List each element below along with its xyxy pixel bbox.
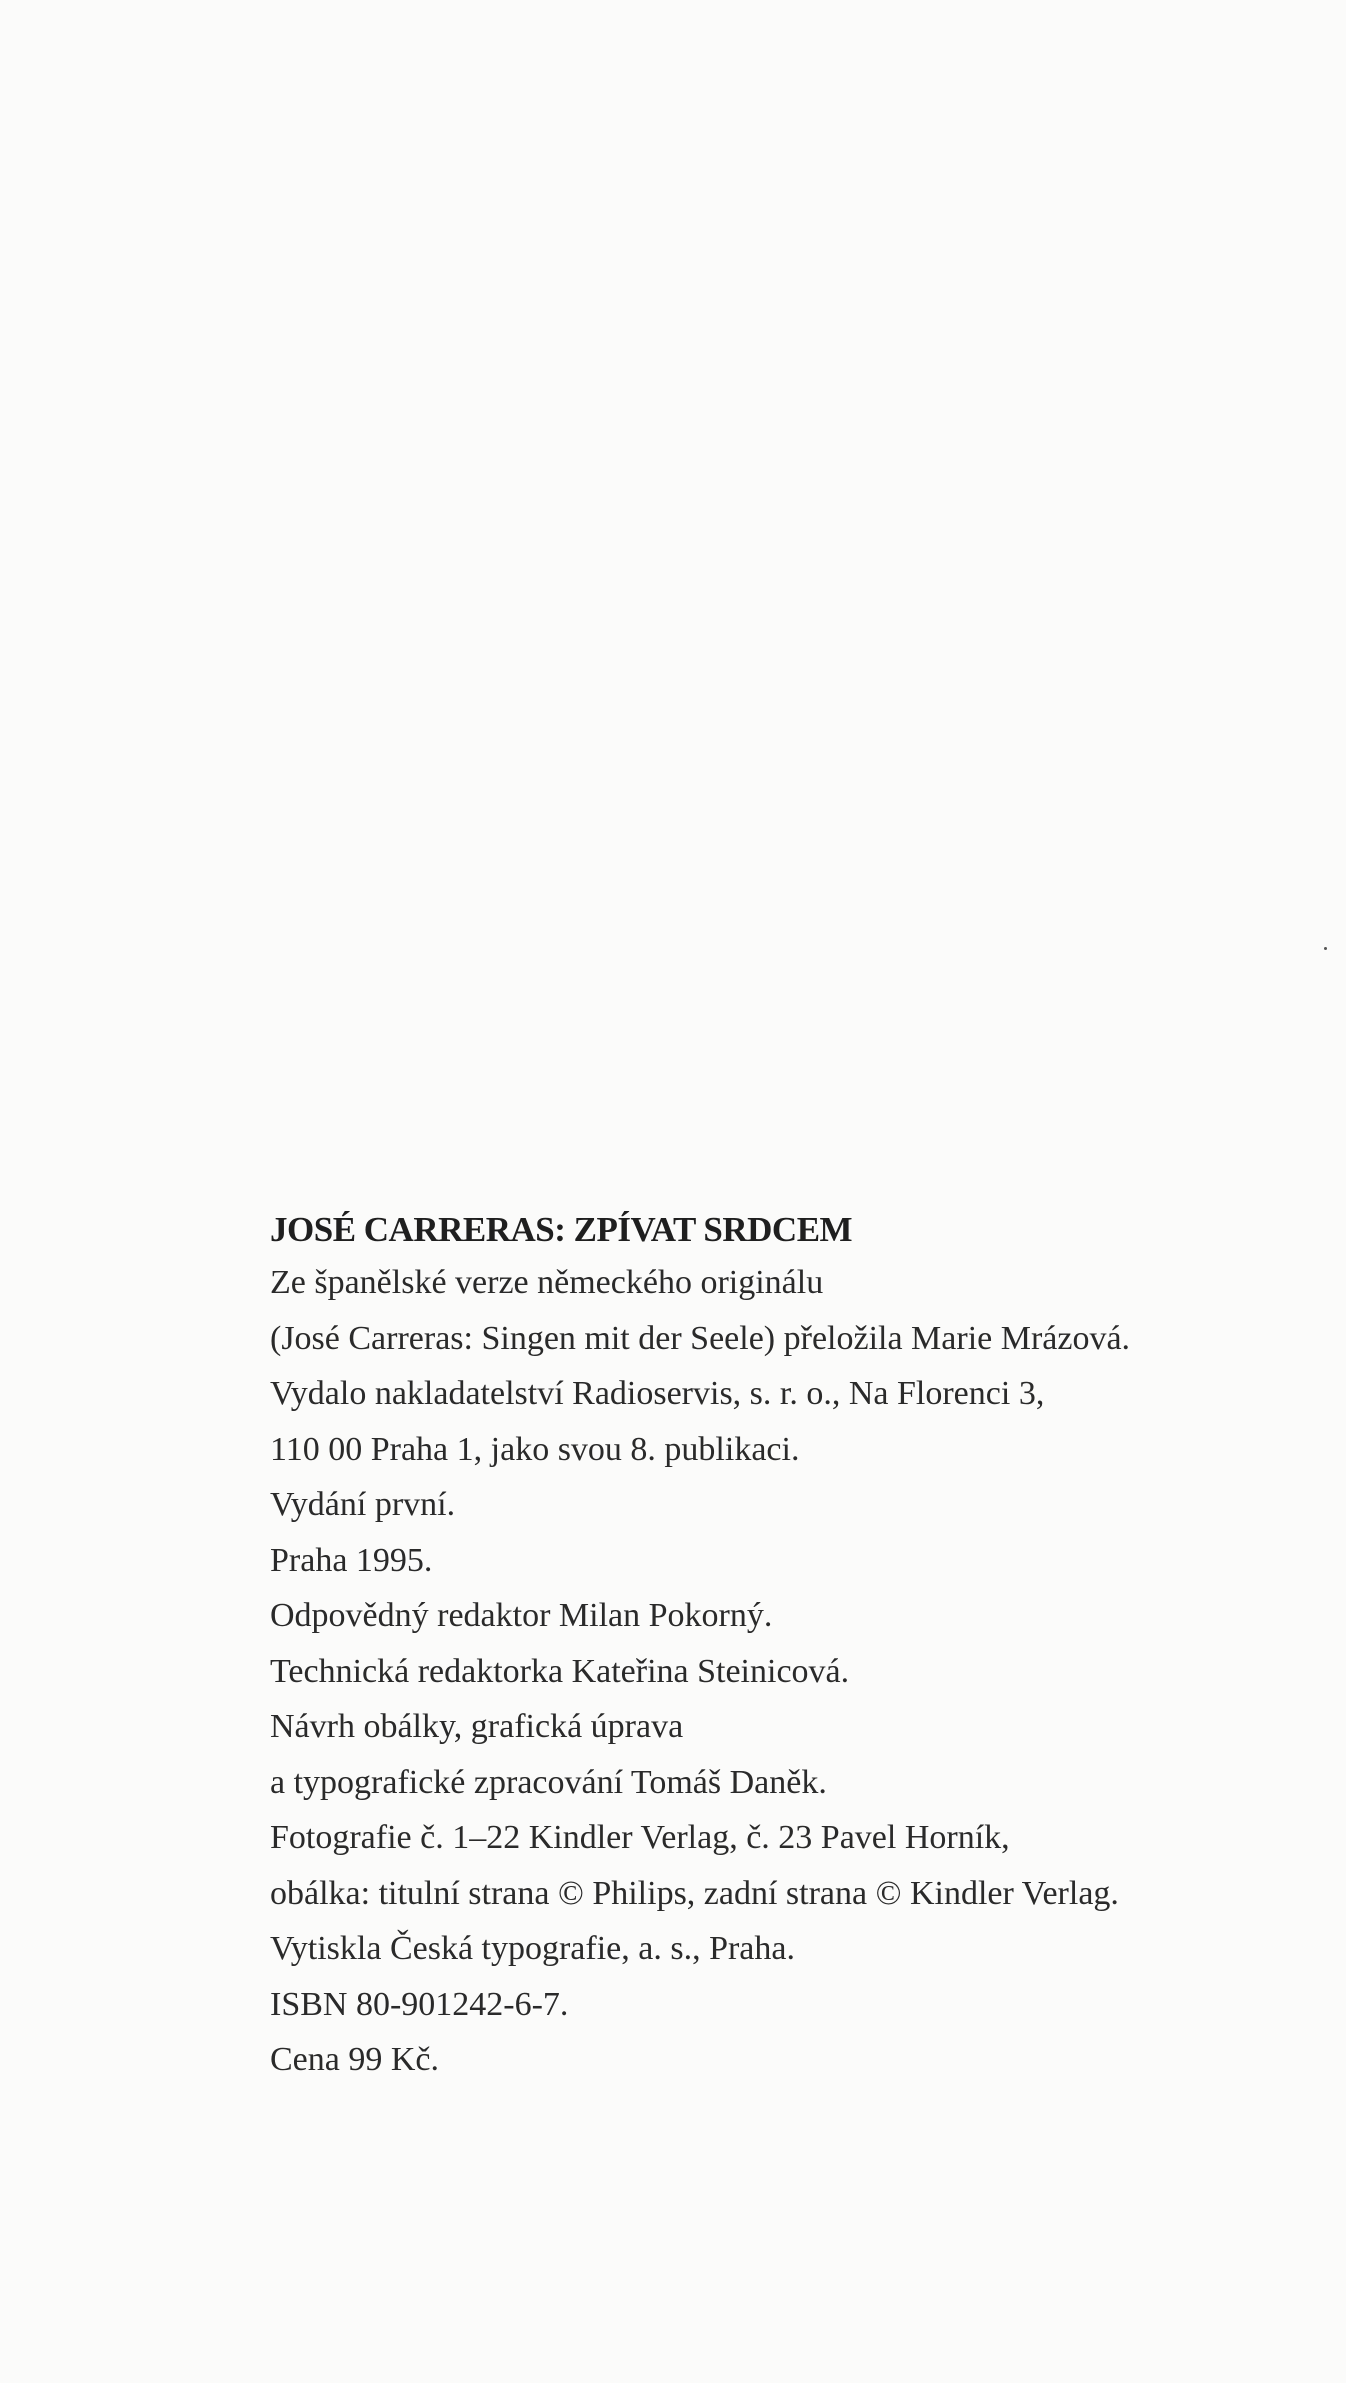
colophon-line-isbn: ISBN 80-901242-6-7.	[270, 1985, 569, 2023]
colophon-line-photos: Fotografie č. 1–22 Kindler Verlag, č. 23 Pavel Horník,	[270, 1819, 1010, 1856]
book-title: JOSÉ CARRERAS: ZPÍVAT SRDCEM	[270, 1210, 853, 1249]
colophon-line-original-title: (José Carreras: Singen mit der Seele) přeložila Marie Mrázová.	[270, 1319, 1131, 1357]
colophon-line-translation: Ze španělské verze německého originálu	[270, 1264, 824, 1301]
colophon-line-edition: Vydání první.	[270, 1486, 456, 1523]
colophon-line-editor: Odpovědný redaktor Milan Pokorný.	[270, 1597, 773, 1634]
colophon-line-printer: Vytiskla Česká typografie, a. s., Praha.	[270, 1930, 795, 1967]
colophon-line-publisher-address: 110 00 Praha 1, jako svou 8. publikaci.	[270, 1430, 800, 1468]
colophon-line-place-year: Praha 1995.	[270, 1541, 433, 1579]
colophon-line-cover: obálka: titulní strana © Philips, zadní strana © Kindler Verlag.	[270, 1874, 1119, 1912]
ink-speck	[1324, 947, 1327, 950]
colophon-line-design: Návrh obálky, grafická úprava	[270, 1708, 684, 1745]
colophon-line-technical-editor: Technická redaktorka Kateřina Steinicová.	[270, 1652, 850, 1690]
colophon-line-typography: a typografické zpracování Tomáš Daněk.	[270, 1763, 827, 1801]
colophon-line-publisher: Vydalo nakladatelství Radioservis, s. r. o., Na Florenci 3,	[270, 1375, 1045, 1412]
colophon-line-price: Cena 99 Kč.	[270, 2041, 440, 2078]
colophon-block	[270, 1205, 1320, 2088]
